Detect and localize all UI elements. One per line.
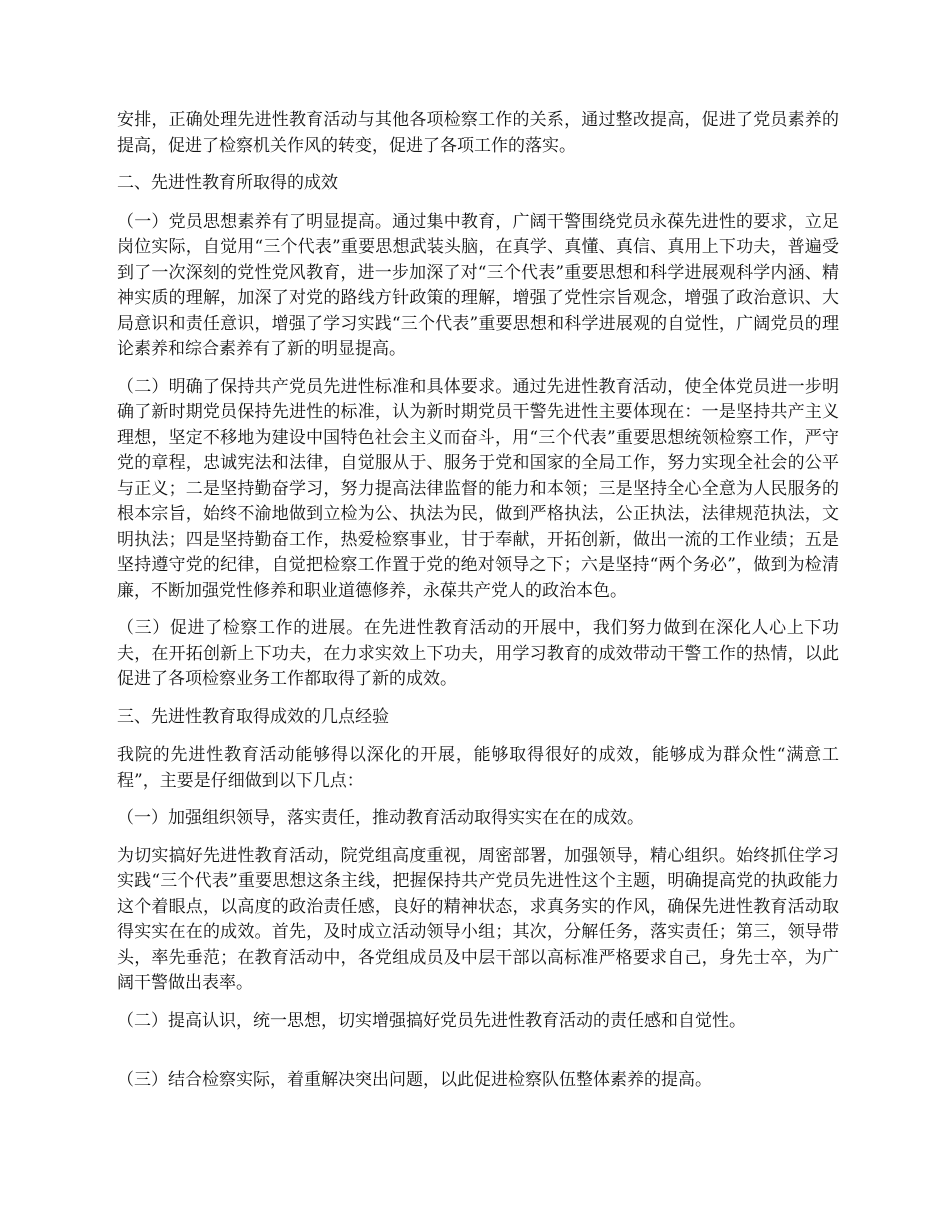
subheading: （二）提高认识，统一思想，切实增强搞好党员先进性教育活动的责任感和自觉性。 (117, 1010, 746, 1031)
subheading: （三）结合检察实际，着重解决突出问题，以此促进检察队伍整体素养的提高。 (117, 1070, 712, 1090)
body-paragraph: （二）明确了保持共产党员先进性标准和具体要求。通过先进性教育活动，使全体党员进一步明确了新时期党员保持先进性的标准，认为新时期党员干警先进性主要体现在：一是坚持共产主义理想，坚定不移地为建设中国特色社会主义而奋斗，用“三个代表”重要思想统领检察工作，严守党的章程，忠诚宪法和法律，自觉服从于、服务于党和国家的全局工作，努力实现全社会的公平与正义；二是坚持勤奋学习，努力提高法律监督的能力和本领；三是坚持全心全意为人民服务的根本宗旨，始终不渝地做到立检为公、执法为民，做到严格执法，公正执法，法律规范执法，文明执法；四是坚持勤奋工作，热爱检察事业，甘于奉献，开拓创新，做出一流的工作业绩；五是坚持遵守党的纪律，自觉把检察工作置于党的绝对领导之下；六是坚持“两个务必”，做到为检清廉，不断加强党性修养和职业道德修养，永葆共产党人的政治本色。 (117, 376, 839, 601)
body-paragraph: （一）党员思想素养有了明显提高。通过集中教育，广阔干警围绕党员永葆先进性的要求，立足岗位实际，自觉用“三个代表”重要思想武装头脑，在真学、真懂、真信、真用上下功夫，普遍受到了一次深刻的党性党风教育，进一步加深了对“三个代表”重要思想和科学进展观科学内涵、精神实质的理解，加深了对党的路线方针政策的理解，增强了党性宗旨观念，增强了政治意识、大局意识和责任意识，增强了学习实践“三个代表”重要思想和科学进展观的自觉性，广阔党员的理论素养和综合素养有了新的明显提高。 (117, 211, 839, 359)
body-paragraph: 我院的先进性教育活动能够得以深化的开展，能够取得很好的成效，能够成为群众性“满意工程”，主要是仔细做到以下几点： (117, 745, 839, 791)
body-paragraph: 为切实搞好先进性教育活动，院党组高度重视，周密部署，加强领导，精心组织。始终抓住学习实践“三个代表”重要思想这条主线，把握保持共产党员先进性这个主题，明确提高党的执政能力这个着眼点，以高度的政治责任感，良好的精神状态，求真务实的作风，确保先进性教育活动取得实实在在的成效。首先，及时成立活动领导小组；其次，分解任务，落实责任；第三，领导带头，率先垂范；在教育活动中，各党组成员及中层干部以高标准严格要求自己，身先士卒，为广阔干警做出表率。 (117, 845, 839, 993)
subheading: （一）加强组织领导，落实责任，推动教育活动取得实实在在的成效。 (117, 808, 644, 828)
body-paragraph: 安排，正确处理先进性教育活动与其他各项检察工作的关系，通过整改提高，促进了党员素养的提高，促进了检察机关作风的转变，促进了各项工作的落实。 (117, 110, 839, 156)
body-paragraph: （三）促进了检察工作的进展。在先进性教育活动的开展中，我们努力做到在深化人心上下功夫，在开拓创新上下功夫，在力求实效上下功夫，用学习教育的成效带动干警工作的热情，以此促进了各项检察业务工作都取得了新的成效。 (117, 618, 839, 689)
document-page (117, 108, 839, 1106)
section-heading: 二、先进性教育所取得的成效 (117, 173, 338, 193)
section-heading: 三、先进性教育取得成效的几点经验 (117, 706, 389, 727)
